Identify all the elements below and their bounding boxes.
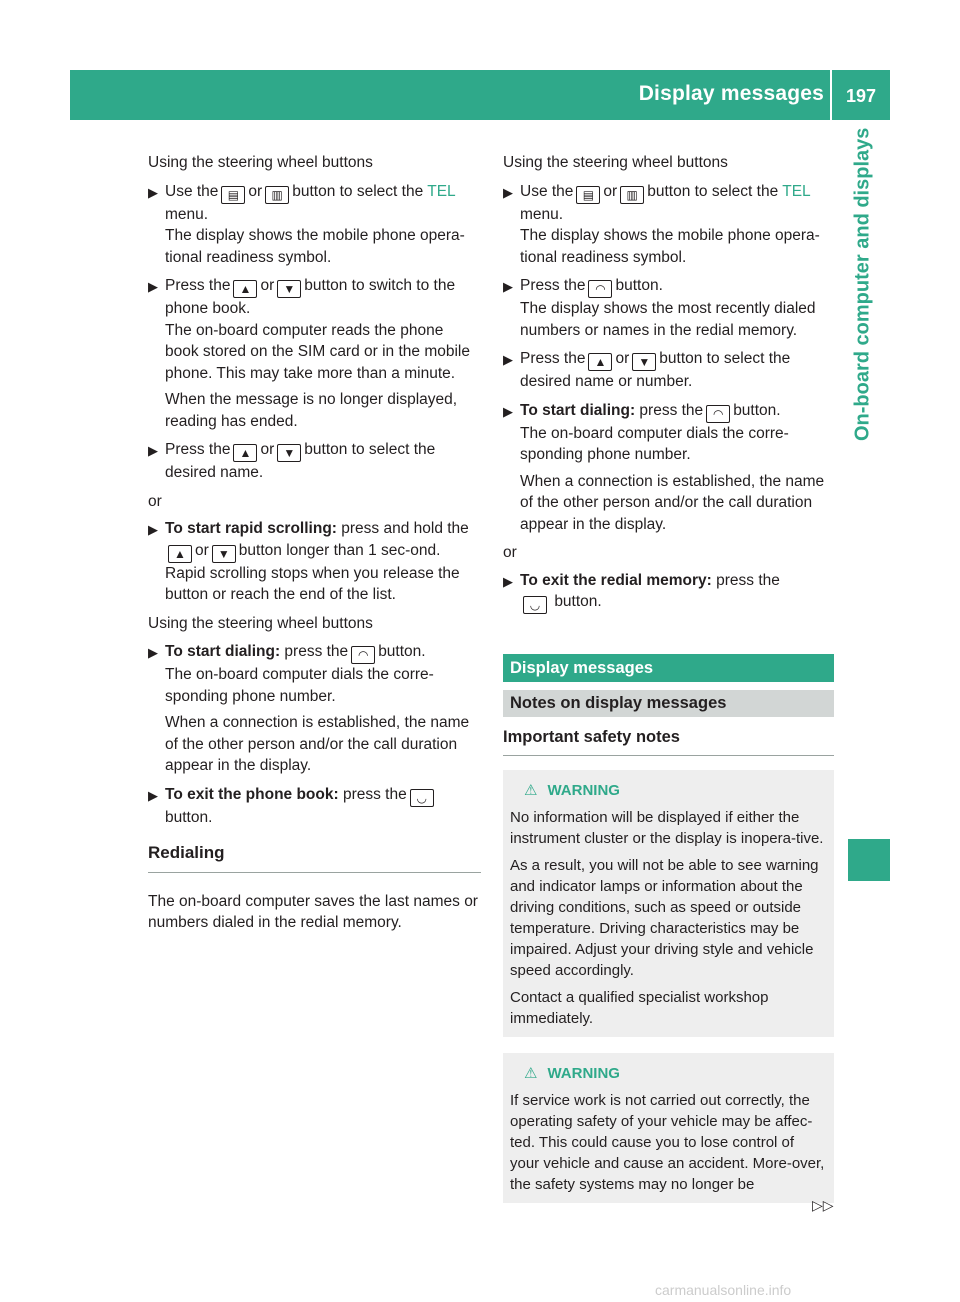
phone-end-key-icon: ◡ <box>410 789 434 807</box>
phone-accept-key-icon: ◠ <box>706 405 730 423</box>
down-key-icon: ▼ <box>277 280 301 298</box>
warning-title: ⚠ WARNING <box>524 781 620 799</box>
menu-right-key-icon: ▥ <box>620 186 644 204</box>
step-result: When the message is no longer displayed, reading has ended. <box>165 391 458 430</box>
menu-right-key-icon: ▥ <box>265 186 289 204</box>
list-item: ▶ To start rapid scrolling: press and hold the▲ or ▼ button longer than 1 sec-ond. Rapid scrolling stops when you release the button or reach the end of the list. <box>148 518 481 606</box>
step-arrow-icon: ▶ <box>148 645 158 660</box>
intro-text: Using the steering wheel buttons <box>148 614 373 632</box>
step-arrow-icon: ▶ <box>148 184 158 200</box>
warning-title: ⚠ WARNING <box>524 1064 620 1082</box>
warning-text: No information will be displayed if either the instrument cluster or the display is inopera-tive. <box>510 808 824 847</box>
step-result: When a connection is established, the name of the other person and/or the call duration appear in the display. <box>165 714 470 774</box>
phone-accept-key-icon: ◠ <box>588 280 612 298</box>
up-key-icon: ▲ <box>233 280 257 298</box>
tel-menu-label: TEL <box>427 182 456 200</box>
page-number: 197 <box>845 86 877 106</box>
step-result: When a connection is established, the name of the other person and/or the call duration appear in the display. <box>520 472 825 533</box>
step-result: The on-board computer reads the phone book stored on the SIM card or in the mobile phone. This may take more than a minute. <box>165 321 470 382</box>
step-result: The on-board computer dials the corre-sponding phone number. <box>165 666 434 705</box>
list-item: ▶ Press the ▲ or ▼ button to select the desired name or number. <box>503 350 791 390</box>
step-arrow-icon: ▶ <box>503 279 513 294</box>
list-item: ▶ Press the ▲ or ▼ button to select the desired name. <box>148 441 436 481</box>
side-tab <box>837 128 889 828</box>
up-key-icon: ▲ <box>588 353 612 371</box>
step-result: The display shows the most recently dialed numbers or names in the redial memory. <box>520 300 816 339</box>
watermark: carmanualsonline.info <box>655 1282 792 1298</box>
step-result: Rapid scrolling stops when you release the button or reach the end of the list. <box>165 564 460 603</box>
step-arrow-icon: ▶ <box>148 279 158 294</box>
step-arrow-icon: ▶ <box>503 184 513 200</box>
body-text: The on-board computer saves the last names or numbers dialed in the redial memory. <box>148 892 478 931</box>
list-item: ▶ To start dialing: press the ◠ button. The on-board computer dials the corre-sponding phone number. When a connection is established, the name of the other person and/or the call duration appear in the display. <box>503 400 834 536</box>
menu-left-key-icon: ▤ <box>576 186 600 204</box>
section-heading: Redialing <box>148 842 481 873</box>
step-result: The on-board computer dials the corre-sponding phone number. <box>520 424 789 463</box>
step-result: The display shows the mobile phone opera-tional readiness symbol. <box>165 227 465 266</box>
list-item: ▶ Press the ◠ button. The display shows the most recently dialed numbers or names in the redial memory. <box>503 275 834 341</box>
section-band-notes: Notes on display messages <box>503 690 834 717</box>
warning-text: If service work is not carried out correctly, the operating safety of your vehicle may be affec-ted. This could cause you to lose control of your vehicle and cause an accident. More-over, the safety systems may no longer be <box>510 1091 825 1193</box>
menu-left-key-icon: ▤ <box>221 186 245 204</box>
step-arrow-icon: ▶ <box>148 443 158 458</box>
step-arrow-icon: ▶ <box>148 522 158 537</box>
up-key-icon: ▲ <box>168 545 192 563</box>
list-item: ▶ To start dialing: press the ◠ button. The on-board computer dials the corre-sponding phone number. When a connection is established, the name of the other person and/or the call duration appear in the display. <box>148 641 481 777</box>
page-title: Display messages <box>638 82 824 105</box>
down-key-icon: ▼ <box>277 444 301 462</box>
or-text: or <box>503 544 517 561</box>
tel-menu-label: TEL <box>782 182 811 200</box>
or-text: or <box>148 492 162 510</box>
up-key-icon: ▲ <box>233 444 257 462</box>
list-item: ▶ To exit the redial memory: press the ◡ button. <box>503 571 780 612</box>
step-arrow-icon: ▶ <box>148 787 158 803</box>
warning-triangle-icon: ⚠ <box>524 1064 538 1082</box>
phone-end-key-icon: ◡ <box>523 596 547 614</box>
right-column <box>503 152 834 1203</box>
step-result: The display shows the mobile phone opera-tional readiness symbol. <box>520 227 820 266</box>
side-tab-label: On-board computer and displays <box>851 128 874 442</box>
warning-triangle-icon: ⚠ <box>524 781 538 799</box>
warning-box <box>503 1053 834 1203</box>
list-item: ▶ To exit the phone book: press the ◡ button. <box>148 784 481 829</box>
side-tab-marker <box>848 839 890 881</box>
section-band-display-messages: Display messages <box>503 654 834 682</box>
warning-text: Contact a qualified specialist workshop immediately. <box>510 988 769 1027</box>
intro-text: Using the steering wheel buttons <box>503 154 728 171</box>
warning-text: As a result, you will not be able to see warning and indicator lamps or information about the driving conditions, such as speed or outside temperature. Driving characteristics may be impaired. Adjust your driving style and vehicle speed accordingly. <box>510 856 819 979</box>
left-column <box>148 152 481 934</box>
header-divider <box>830 70 832 120</box>
step-arrow-icon: ▶ <box>503 403 513 419</box>
down-key-icon: ▼ <box>212 545 236 563</box>
step-arrow-icon: ▶ <box>503 352 513 367</box>
subheading-safety-notes: Important safety notes <box>503 727 834 756</box>
phone-accept-key-icon: ◠ <box>351 646 375 664</box>
intro-text: Using the steering wheel buttons <box>148 154 373 171</box>
down-key-icon: ▼ <box>632 353 656 371</box>
list-item: ▶ Use the ▤ or ▥ button to select the TEL menu. The display shows the mobile phone opera-tional readiness symbol. <box>148 181 481 269</box>
continued-arrow-icon: ▷▷ <box>812 1197 834 1213</box>
list-item: ▶ Use the ▤ or ▥ button to select the TEL menu. The display shows the mobile phone opera-tional readiness symbol. <box>503 181 834 269</box>
list-item: ▶ Press the ▲ or ▼ button to switch to the phone book. The on-board computer reads the phone book stored on the SIM card or in the mobile phone. This may take more than a minute. When the message is no longer displayed, reading has ended. <box>148 275 481 432</box>
step-arrow-icon: ▶ <box>503 573 513 589</box>
warning-box <box>503 770 834 1037</box>
